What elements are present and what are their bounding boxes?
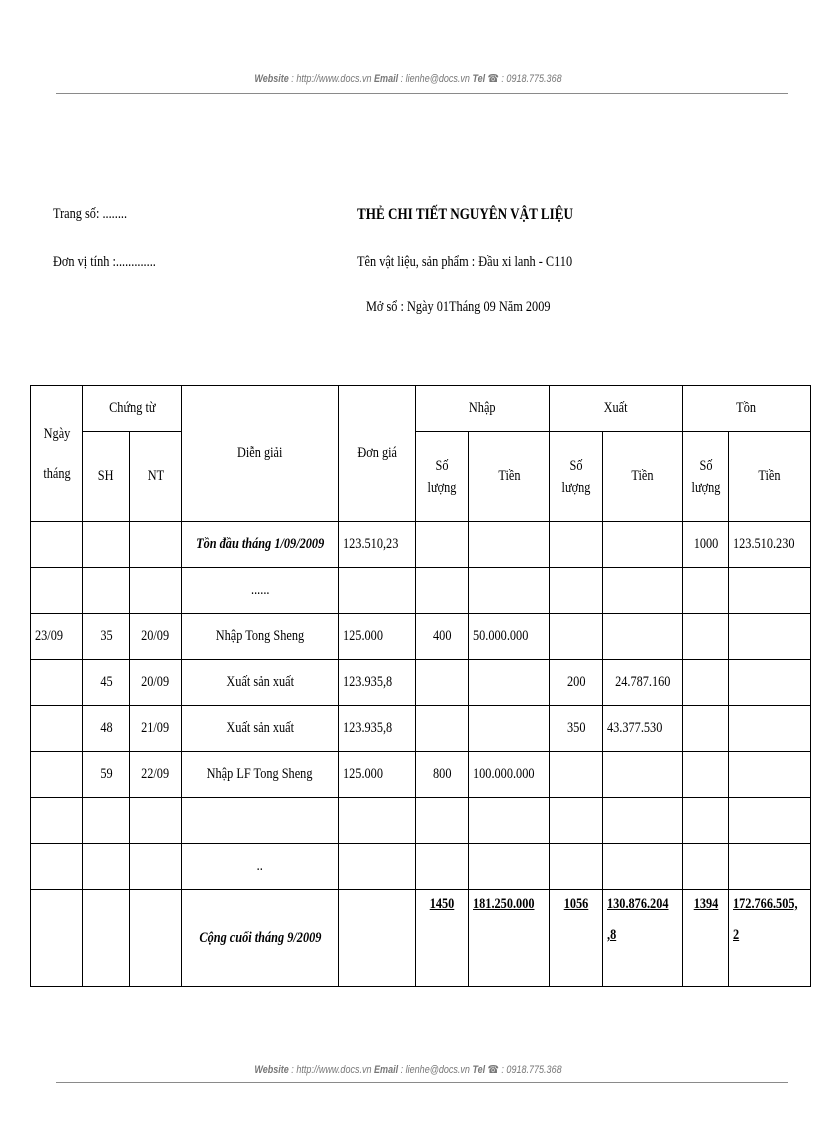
website-value[interactable]: : http://www.docs.vn [291,1064,372,1076]
material-detail-table [30,385,811,987]
tel-value: ☎ : 0918.775.368 [487,73,562,85]
row-description: Xuất sản xuất [182,660,339,706]
table-row: 23/09 35 20/09 Nhập Tong Sheng 125.000 400 50.000.000 [31,614,811,660]
table-row: 45 20/09 Xuất sản xuất 123.935,8 200 24.787.160 [31,660,811,706]
row-description: ...... [182,568,339,614]
row-description: .. [182,844,339,890]
row-description [182,798,339,844]
header-nhap-tien: Tiền [469,432,550,522]
total-balance-amount: 172.766.505, 2 [729,890,811,987]
header-chung-tu: Chứng từ [83,386,182,432]
website-value[interactable]: : http://www.docs.vn [291,73,372,85]
header-nhap-so-luong: Số lượng [416,432,469,522]
header-dien-giai: Diễn giải [182,386,339,522]
tel-label: Tel [472,1064,486,1076]
table-row [31,798,811,844]
page-header-contact [73,72,742,85]
row-description: Nhập LF Tong Sheng [182,752,339,798]
tel-label: Tel [472,73,486,85]
email-value[interactable]: : lienhe@docs.vn [400,1064,470,1076]
header-xuat-tien: Tiền [603,432,683,522]
email-label: Email [374,73,399,85]
total-balance-qty: 1394 [683,890,729,987]
table-row [31,844,811,890]
header-sh: SH [83,432,130,522]
header-ton-tien: Tiền [729,432,811,522]
page-number-label: Trang số: ........ [53,206,128,222]
total-description: Cộng cuối tháng 9/2009 [182,890,339,987]
tel-value: ☎ : 0918.775.368 [487,1064,562,1076]
website-label: Website [254,1064,289,1076]
total-row [31,890,811,987]
email-value[interactable]: : lienhe@docs.vn [400,73,470,85]
material-name: Tên vật liệu, sản phẩm : Đầu xi lanh - C110 [357,254,573,270]
unit-label: Đơn vị tính :............. [53,254,156,270]
document-title: THẺ CHI TIẾT NGUYÊN VẬT LIỆU [357,206,573,223]
header-nt: NT [130,432,182,522]
header-xuat: Xuất [550,386,683,432]
table-row: Tồn đầu tháng 1/09/2009 123.510,23 1000 123.510.230 [31,522,811,568]
header-don-gia: Đơn giá [339,386,416,522]
header-row-1 [31,386,811,432]
header-xuat-so-luong: Số lượng [550,432,603,522]
header-ngay-thang: Ngày tháng [31,386,83,522]
header-row-2 [31,432,811,522]
row-description: Xuất sản xuất [182,706,339,752]
table-row [31,568,811,614]
total-out-qty: 1056 [550,890,603,987]
total-out-amount: 130.876.204 ,8 [603,890,683,987]
table-row: 59 22/09 Nhập LF Tong Sheng 125.000 800 100.000.000 [31,752,811,798]
footer-divider [56,1082,788,1083]
row-description: Nhập Tong Sheng [182,614,339,660]
table-row: 48 21/09 Xuất sản xuất 123.935,8 350 43.377.530 [31,706,811,752]
header-ton-so-luong: Số lượng [683,432,729,522]
total-in-amount: 181.250.000 [469,890,550,987]
header-divider [56,93,788,94]
row-description: Tồn đầu tháng 1/09/2009 [182,522,339,568]
total-in-qty: 1450 [416,890,469,987]
website-label: Website [254,73,289,85]
header-ton: Tồn [683,386,811,432]
email-label: Email [374,1064,399,1076]
header-nhap: Nhập [416,386,550,432]
page-footer-contact [73,1063,742,1076]
opened-date: Mở sổ : Ngày 01Tháng 09 Năm 2009 [366,299,551,315]
